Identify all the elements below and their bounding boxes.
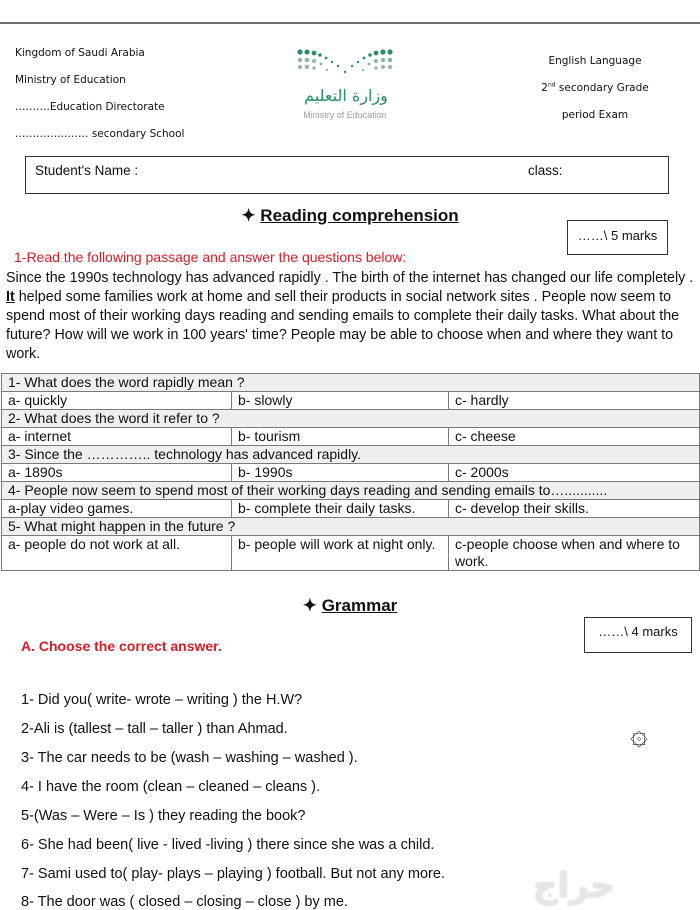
option-a[interactable]: a- internet (2, 428, 232, 446)
option-b[interactable]: b- slowly (232, 392, 449, 410)
option-c[interactable]: c- 2000s (449, 464, 700, 482)
header-left (15, 40, 184, 148)
grammar-item-8: 8- The door was ( closed – closing – close ) by me. (21, 894, 348, 910)
grade-text: secondary Grade (555, 82, 649, 94)
question-text: 5- What might happen in the future ? (2, 518, 700, 536)
option-a[interactable]: a- people do not work at all. (2, 536, 232, 571)
option-c[interactable]: c- develop their skills. (449, 500, 700, 518)
grammar-item-6: 6- She had been( live - lived -living ) there since she was a child. (21, 837, 435, 853)
passage-text-2: helped some families work at home and sell their products in social network sites . People now seem to spend most of their working days reading and sending emails to complete their daily tasks. What about the future? How will we work in 100 years' time? People may be able to choose when and where they want to work. (6, 289, 680, 362)
class-label: class: (528, 163, 563, 178)
header-school: ………………… secondary School (15, 128, 185, 140)
question-row (2, 446, 700, 464)
passage-text-1: Since the 1990s technology has advanced rapidly . The birth of the internet has changed our life completely . (6, 270, 694, 286)
header-right (520, 48, 670, 129)
options-row (2, 464, 700, 482)
reading-marks-box: ……\ 5 marks (567, 220, 668, 255)
logo-english-text: Ministry of Education (303, 110, 387, 120)
question-row (2, 482, 700, 500)
question-row (2, 518, 700, 536)
grammar-item-3: 3- The car needs to be (wash – washing – washed ). (21, 750, 358, 766)
diamond-bullet-icon: ✦ (241, 206, 256, 225)
reading-instruction: 1-Read the following passage and answer the questions below: (14, 249, 407, 265)
options-row (2, 500, 700, 518)
options-row (2, 536, 700, 571)
options-row (2, 392, 700, 410)
option-a[interactable]: a- quickly (2, 392, 232, 410)
grade-suffix: nd (547, 81, 556, 89)
grammar-item-2: 2-Ali is (tallest – tall – taller ) than Ahmad. (21, 721, 288, 737)
student-name-label: Student's Name : (35, 163, 139, 178)
grammar-title-text: Grammar (321, 596, 398, 615)
reading-questions-table (1, 373, 700, 571)
reading-section-title (150, 206, 550, 226)
grammar-item-1: 1- Did you( write- wrote – writing ) the H.W? (21, 692, 303, 708)
question-text: 1- What does the word rapidly mean ? (2, 374, 700, 392)
header-ministry: Ministry of Education (15, 74, 126, 86)
grammar-item-4: 4- I have the room (clean – cleaned – cleans ). (21, 779, 321, 795)
option-b[interactable]: b- people will work at night only. (232, 536, 449, 571)
student-info-box[interactable] (25, 156, 669, 194)
question-text: 3- Since the ………….. technology has advanced rapidly. (2, 446, 700, 464)
grammar-section-title (200, 596, 500, 616)
haraj-watermark: حراج (533, 866, 615, 906)
option-c[interactable]: c- cheese (449, 428, 700, 446)
option-c[interactable]: c-people choose when and where to work. (449, 536, 700, 571)
option-a[interactable]: a-play video games. (2, 500, 232, 518)
option-b[interactable]: b- complete their daily tasks. (232, 500, 449, 518)
grammar-item-7: 7- Sami used to( play- plays – playing ) football. But not any more. (21, 866, 445, 882)
header-kingdom: Kingdom of Saudi Arabia (15, 47, 145, 59)
grade-number: 2 (541, 82, 548, 94)
question-text: 4- People now seem to spend most of their working days reading and sending emails to…........... (2, 482, 700, 500)
header-exam: period Exam (561, 109, 629, 121)
option-b[interactable]: b- tourism (232, 428, 449, 446)
header-subject: English Language (548, 55, 642, 67)
logo-arabic-text: وزارة التعليم (304, 86, 388, 105)
calligraphy-seal-icon: ۞ (630, 717, 648, 752)
diamond-bullet-icon: ✦ (302, 596, 317, 615)
header-directorate: ……….Education Directorate (15, 101, 165, 113)
option-c[interactable]: c- hardly (449, 392, 700, 410)
option-b[interactable]: b- 1990s (232, 464, 449, 482)
ministry-logo (290, 46, 400, 126)
passage-it-word: It (6, 289, 15, 305)
reading-title-text: Reading comprehension (260, 206, 459, 225)
top-rule (0, 22, 700, 24)
grammar-marks-box: ……\ 4 marks (584, 617, 692, 653)
question-row (2, 410, 700, 428)
reading-passage (6, 269, 696, 364)
logo-dots-icon (290, 46, 400, 86)
option-a[interactable]: a- 1890s (2, 464, 232, 482)
header-grade (520, 75, 670, 102)
options-row (2, 428, 700, 446)
grammar-item-5: 5-(Was – Were – Is ) they reading the book? (21, 808, 306, 824)
question-text: 2- What does the word it refer to ? (2, 410, 700, 428)
question-row (2, 374, 700, 392)
grammar-instruction: A. Choose the correct answer. (21, 638, 222, 654)
